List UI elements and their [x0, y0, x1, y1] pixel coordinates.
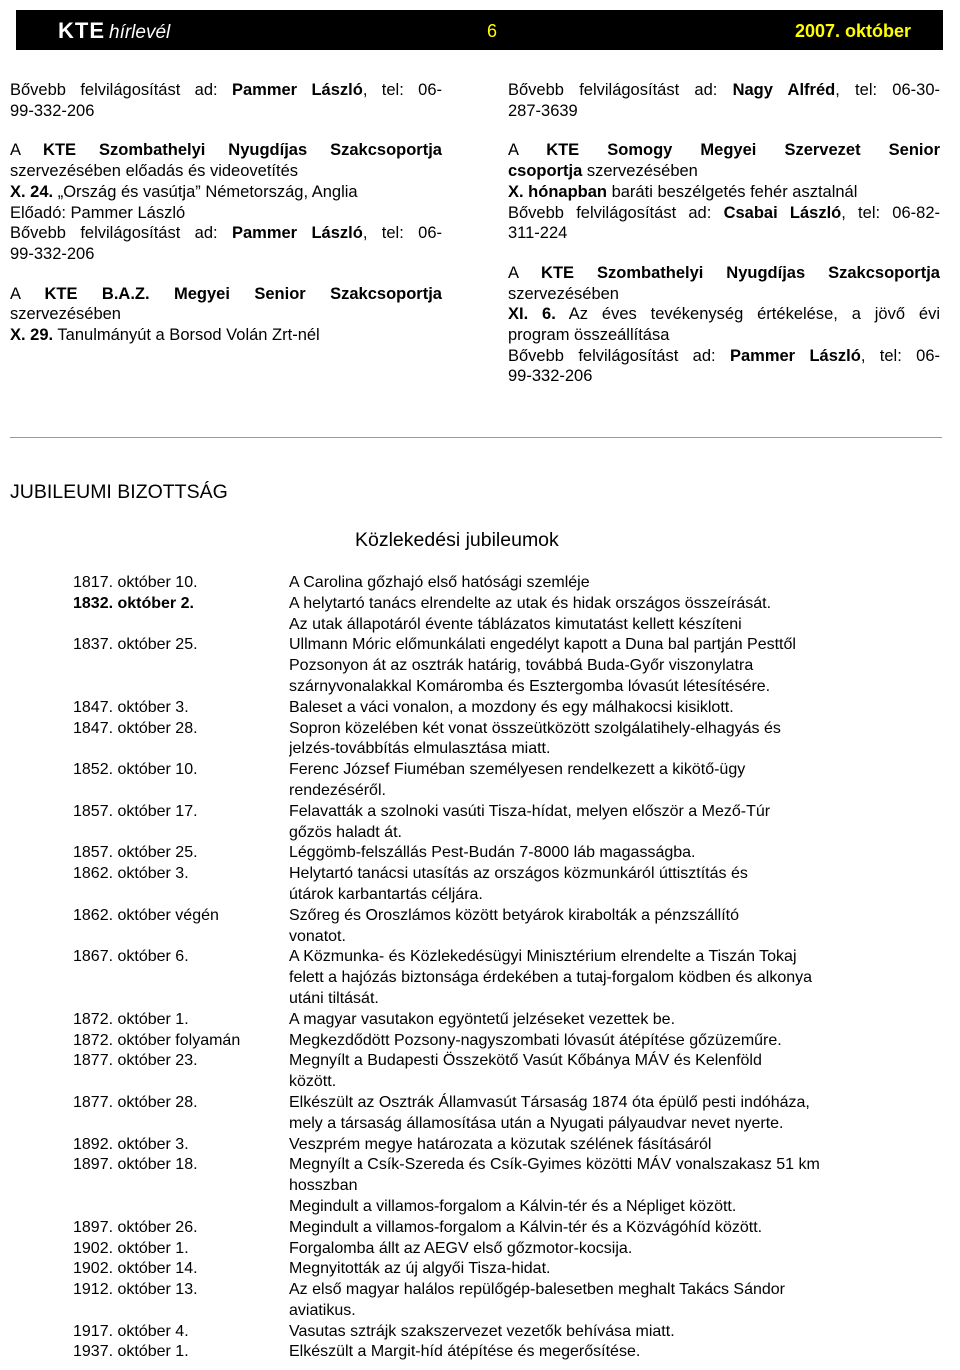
- anniversary-row: [73, 1322, 893, 1343]
- anniversary-description-line: Megnyitották az új algyői Tisza-hidat.: [289, 1260, 551, 1278]
- anniversary-row: [73, 1342, 893, 1363]
- anniversary-row: [73, 1093, 893, 1135]
- left-p2-line-6: 99-332-206: [10, 244, 95, 263]
- anniversary-date: 1917. október 4.: [73, 1322, 189, 1340]
- right-p2-line-3: [508, 182, 940, 203]
- anniversary-row: [73, 843, 893, 864]
- anniversary-description: [289, 719, 884, 761]
- anniversary-description-line: Megnyílt a Csík-Szereda és Csík-Gyimes közötti MÁV vonalszakasz 51 km: [289, 1156, 820, 1174]
- anniversary-description-line: Megnyílt a Budapesti Összekötő Vasút Kőbánya MÁV és Kelenföld: [289, 1052, 762, 1070]
- anniversary-row: [73, 1010, 893, 1031]
- anniversary-description-line: Ullmann Móric előmunkálati engedélyt kapott a Duna bal partján Pesttől: [289, 636, 796, 654]
- left-p1-label: Bővebb felvilágosítást ad:: [10, 81, 232, 99]
- left-p2-date: X. 24.: [10, 182, 54, 201]
- right-p2-rest: szervezésében: [582, 162, 698, 181]
- anniversary-date: 1897. október 18.: [73, 1156, 198, 1174]
- anniversary-row: [73, 1239, 893, 1260]
- right-paragraph-2: [508, 140, 940, 244]
- anniversary-date: 1877. október 28.: [73, 1093, 198, 1111]
- anniversary-description-line: Megindult a villamos-forgalom a Kálvin-tér és a Népliget között.: [289, 1197, 737, 1215]
- anniversary-description: [289, 906, 884, 948]
- anniversary-row: [73, 864, 893, 906]
- anniversary-date: 1847. október 28.: [73, 719, 198, 737]
- anniversary-description-line: felett a hajózás biztonsága érdekében a tutaj-forgalom ködben és alkonya: [289, 969, 813, 987]
- left-p2-line-1: A KTE Szombathelyi Nyugdíjas Szakcsoportja: [10, 141, 442, 160]
- right-p2-bold: csoportja: [508, 162, 583, 181]
- anniversary-description-line: Pozsonyon át az osztrák határig, továbbá Buda-Győr viszonylatra: [289, 657, 754, 675]
- anniversary-description-line: A magyar vasutakon egyöntetű jelzéseket vezettek be.: [289, 1010, 676, 1028]
- left-paragraph-2: [10, 140, 442, 264]
- left-p1-contact: Pammer László: [231, 81, 363, 99]
- left-p1-line-2: 99-332-206: [10, 101, 95, 120]
- anniversary-date: 1937. október 1.: [73, 1343, 189, 1361]
- anniversary-description-line: A Közmunka- és Közlekedésügyi Minisztérium elrendelte a Tiszán Tokaj: [289, 948, 797, 966]
- anniversary-description-line: Elkészült a Margit-híd átépítése és megerősítése.: [289, 1343, 641, 1361]
- anniversary-description: [289, 1031, 884, 1052]
- right-p3-line-5: Bővebb felvilágosítást ad: Pammer László, tel: 06-: [508, 346, 940, 365]
- anniversary-list: [73, 573, 893, 1363]
- anniversary-description-line: Baleset a váci vonalon, a mozdony és egy málhakocsi kisiklott.: [289, 698, 734, 716]
- sub-title: Közlekedési jubileumok: [355, 529, 559, 551]
- anniversary-description-line: mely a társaság államosítása után a Nyugati pályaudvar nevet nyerte.: [289, 1114, 784, 1132]
- right-p2-line-4: Bővebb felvilágosítást ad: Csabai László, tel: 06-82-: [508, 203, 940, 222]
- right-p3-date: XI. 6.: [508, 305, 556, 324]
- anniversary-row: [73, 635, 893, 697]
- anniversary-description-line: útárok karbantartás céljára.: [289, 885, 483, 903]
- left-p1-line-1: [10, 80, 442, 101]
- anniversary-description-line: között.: [289, 1073, 337, 1091]
- anniversary-date: 1857. október 17.: [73, 802, 198, 820]
- anniversary-row: [73, 906, 893, 948]
- anniversary-description-line: Felavatták a szolnoki vasúti Tisza-hídat, melyen először a Mező-Túr: [289, 802, 771, 820]
- left-paragraph-3: [10, 284, 442, 346]
- anniversary-description: [289, 1051, 884, 1093]
- left-p2-event: „Ország és vasútja” Németország, Anglia: [53, 182, 358, 201]
- left-paragraph-1: [10, 80, 442, 121]
- right-p2-event: baráti beszélgetés fehér asztalnál: [607, 182, 858, 201]
- newsletter-header-bar: [16, 10, 943, 50]
- anniversary-description: [289, 1218, 884, 1239]
- right-p1-line-1: Bővebb felvilágosítást ad: Nagy Alfréd, tel: 06-30-: [508, 81, 940, 99]
- anniversary-description: [289, 802, 884, 844]
- newsletter-brand: [58, 18, 170, 44]
- anniversary-row: [73, 1218, 893, 1239]
- anniversary-description-line: Forgalomba állt az AEGV első gőzmotor-kocsija.: [289, 1239, 633, 1257]
- anniversary-description-line: jelzés-továbbítás elmulasztása miatt.: [289, 740, 551, 758]
- anniversary-description: [289, 947, 884, 1009]
- issue-date: 2007. október: [794, 21, 911, 41]
- anniversary-description-line: A Carolina gőzhajó első hatósági szemléje: [289, 574, 590, 591]
- anniversary-date: 1872. október 1.: [73, 1010, 189, 1028]
- anniversary-date: 1847. október 3.: [73, 698, 189, 716]
- anniversary-date: 1837. október 25.: [73, 636, 198, 654]
- anniversary-date: 1862. október végén: [73, 906, 219, 924]
- anniversary-description-line: Szőreg és Oroszlámos között betyárok kirabolták a pénzszállító: [289, 906, 739, 924]
- anniversary-row: [73, 1155, 893, 1217]
- anniversary-description-line: Helytartó tanácsi utasítás az országos közmunkáról úttisztítás és: [289, 865, 748, 883]
- anniversary-description: [289, 1322, 884, 1343]
- left-p3-line-2: szervezésében: [10, 305, 121, 324]
- left-p3-event: Tanulmányút a Borsod Volán Zrt-nél: [53, 326, 320, 345]
- section-divider: [10, 437, 942, 438]
- anniversary-description-line: Az első magyar halálos repülőgép-balesetben meghalt Takács Sándor: [289, 1281, 786, 1299]
- anniversary-row: [73, 1051, 893, 1093]
- anniversary-description-line: Ferenc József Fiuméban személyesen rendelkezett a kikötő-ügy: [289, 761, 746, 779]
- anniversary-date: 1817. október 10.: [73, 574, 198, 591]
- right-p1-line-2: 287-3639: [508, 101, 578, 120]
- anniversary-description: [289, 1093, 884, 1135]
- anniversary-description-line: Sopron közelében két vonat összeütközött szolgálatihely-elhagyás és: [289, 719, 781, 737]
- anniversary-description-line: utáni tiltását.: [289, 989, 379, 1007]
- left-p2-line-4: Előadó: Pammer László: [10, 203, 186, 222]
- anniversary-row: [73, 719, 893, 761]
- left-p2-line-2: szervezésében előadás és videovetítés: [10, 162, 299, 181]
- anniversary-row: [73, 1135, 893, 1156]
- anniversary-row: [73, 802, 893, 844]
- anniversary-description: [289, 864, 884, 906]
- anniversary-description-line: aviatikus.: [289, 1301, 356, 1319]
- anniversary-description-line: Elkészült az Osztrák Államvasút Társaság 1874 óta épülő pesti indóháza,: [289, 1093, 810, 1111]
- brand-subtitle: hírlevél: [109, 22, 171, 43]
- right-p3-line-2: szervezésében: [508, 284, 619, 303]
- left-p2-line-5: Bővebb felvilágosítást ad: Pammer László, tel: 06-: [10, 224, 442, 243]
- right-p3-line-1: A KTE Szombathelyi Nyugdíjas Szakcsoportja: [508, 263, 940, 282]
- left-p3-line-1: A KTE B.A.Z. Megyei Senior Szakcsoportja: [10, 284, 442, 303]
- anniversary-row: [73, 1259, 893, 1280]
- anniversary-row: [73, 594, 893, 636]
- brand-name: KTE: [58, 18, 105, 43]
- anniversary-description: [289, 1135, 884, 1156]
- right-column: [508, 80, 940, 406]
- right-paragraph-3: [508, 263, 940, 387]
- anniversary-description: [289, 594, 884, 636]
- anniversary-description-line: gőzös haladt át.: [289, 823, 402, 841]
- anniversary-description-line: Léggömb-felszállás Pest-Budán 7-8000 láb magasságba.: [289, 844, 696, 862]
- anniversary-description: [289, 1280, 884, 1322]
- anniversary-description-line: hosszban: [289, 1177, 358, 1195]
- anniversary-description-line: Veszprém megye határozata a közutak szélének fásításáról: [289, 1135, 712, 1153]
- anniversary-date: 1862. október 3.: [73, 865, 189, 883]
- anniversary-date: 1872. október folyamán: [73, 1031, 241, 1049]
- anniversary-date: 1897. október 26.: [73, 1218, 198, 1236]
- anniversary-description: [289, 573, 884, 594]
- anniversary-date: 1877. október 23.: [73, 1052, 198, 1070]
- anniversary-date: 1902. október 14.: [73, 1260, 198, 1278]
- anniversary-row: [73, 1280, 893, 1322]
- anniversary-description: [289, 1010, 884, 1031]
- anniversary-row: [73, 760, 893, 802]
- right-p2-line-5: 311-224: [508, 224, 568, 243]
- anniversary-date: 1902. október 1.: [73, 1239, 189, 1257]
- anniversary-description: [289, 1342, 884, 1363]
- anniversary-date: 1857. október 25.: [73, 844, 198, 862]
- anniversary-description-line: Megkezdődött Pozsony-nagyszombati lóvasút átépítése gőzüzeműre.: [289, 1031, 782, 1049]
- anniversary-date: 1912. október 13.: [73, 1281, 198, 1299]
- anniversary-description-line: Vasutas sztrájk szakszervezet vezetők behívása miatt.: [289, 1322, 675, 1340]
- right-p3-line-3: [508, 304, 940, 325]
- anniversary-date: 1832. október 2.: [73, 594, 194, 612]
- anniversary-description: [289, 1239, 884, 1260]
- page-number: 6: [487, 21, 498, 41]
- right-p3-line-6: 99-332-206: [508, 367, 593, 386]
- anniversary-row: [73, 1031, 893, 1052]
- right-p3-line-4: program összeállítása: [508, 326, 670, 345]
- anniversary-description: [289, 1155, 884, 1217]
- section-title: JUBILEUMI BIZOTTSÁG: [10, 481, 228, 503]
- left-p3-date: X. 29.: [10, 326, 54, 345]
- anniversary-description-line: rendezéséről.: [289, 781, 386, 799]
- left-column: [10, 80, 442, 365]
- anniversary-description-line: Az utak állapotáról évente táblázatos kimutatást kellett készíteni: [289, 615, 742, 633]
- anniversary-description: [289, 698, 884, 719]
- anniversary-description-line: vonatot.: [289, 927, 346, 945]
- anniversary-row: [73, 573, 893, 594]
- anniversary-description: [289, 843, 884, 864]
- right-paragraph-1: [508, 80, 940, 121]
- anniversary-description: [289, 635, 884, 697]
- anniversary-date: 1892. október 3.: [73, 1135, 189, 1153]
- anniversary-description-line: A helytartó tanács elrendelte az utak és hidak országos összeírását.: [289, 594, 772, 612]
- anniversary-date: 1852. október 10.: [73, 761, 198, 779]
- left-p1-tel: , tel: 06-: [362, 81, 442, 99]
- right-p2-line-1: A KTE Somogy Megyei Szervezet Senior: [508, 141, 940, 160]
- anniversary-description: [289, 760, 884, 802]
- right-p2-date: X. hónapban: [508, 182, 607, 201]
- anniversary-description-line: Megindult a villamos-forgalom a Kálvin-tér és a Közvágóhíd között.: [289, 1218, 763, 1236]
- anniversary-description-line: szárnyvonalakkal Komáromba és Esztergomba lóvasút létesítésére.: [289, 677, 771, 695]
- anniversary-description: [289, 1259, 884, 1280]
- right-p2-line-2: [508, 161, 940, 182]
- anniversary-date: 1867. október 6.: [73, 948, 189, 966]
- right-p3-event: Az éves tevékenység értékelése, a jövő évi: [555, 305, 940, 324]
- anniversary-row: [73, 947, 893, 1009]
- anniversary-row: [73, 698, 893, 719]
- left-p3-line-3: [10, 325, 442, 346]
- left-p2-line-3: [10, 182, 442, 203]
